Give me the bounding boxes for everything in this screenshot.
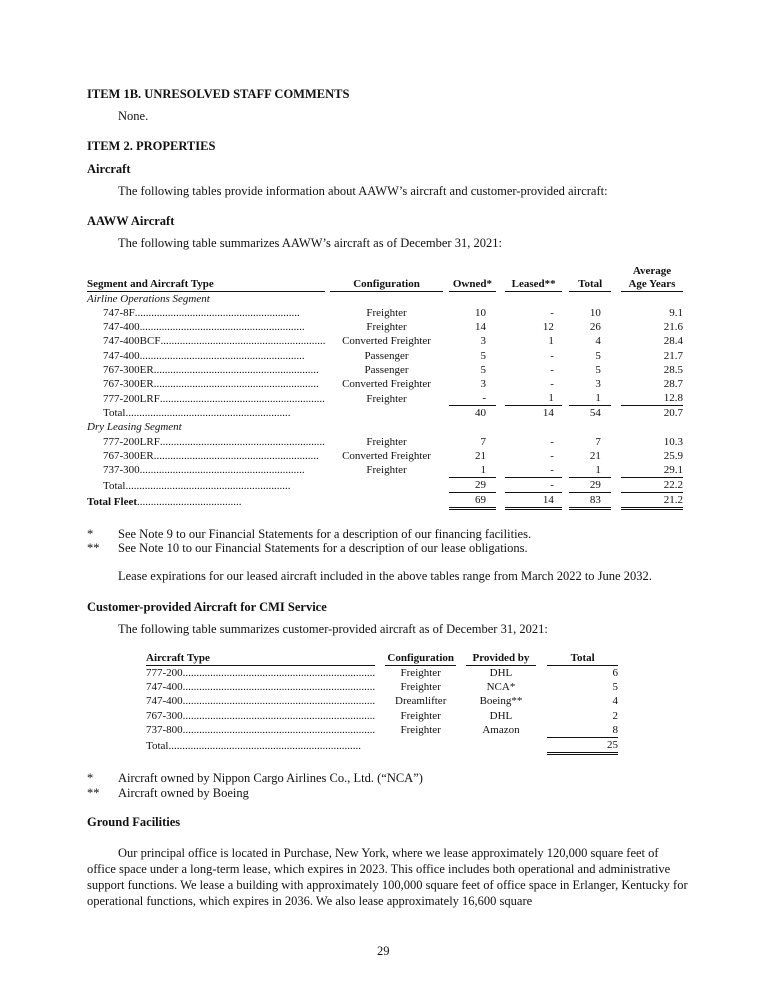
dot-leader: ...................................................................... xyxy=(182,681,376,694)
dot-leader: ...................................................................... xyxy=(168,740,361,753)
type-cell xyxy=(146,723,375,738)
age-cell: 10.3 xyxy=(663,435,683,448)
cmi-footnote-2-text: Aircraft owned by Boeing xyxy=(118,786,249,800)
age-cell: 21.2 xyxy=(621,493,683,509)
total-cell: 5 xyxy=(612,681,618,694)
configuration-cell: Converted Freighter xyxy=(342,449,431,462)
total-cell: 26 xyxy=(589,321,601,334)
provided-by-cell: Amazon xyxy=(482,724,520,737)
total-cell: 21 xyxy=(589,449,601,462)
total-cell: 4 xyxy=(612,695,618,708)
table-row xyxy=(87,363,683,377)
type-cell xyxy=(146,694,375,708)
ground-facilities-text: Our principal office is located in Purchase, New York, where we lease approximately 120,000 square feet of office space under a long-term lease, which expires in 2023. This office includes both operational and administrative support functions. We lease a building with approximately 100,000 square feet of office space in Erlanger, Kentucky for operational functions, which expires in 2036. We also lease approximately 16,600 square xyxy=(87,846,688,908)
segment-label: Airline Operations Segment xyxy=(87,293,210,305)
dot-leader: ............................................................ xyxy=(134,307,300,320)
owned-cell: 3 xyxy=(480,377,486,390)
age-cell: 28.5 xyxy=(663,363,683,376)
item-1b-text: None. xyxy=(118,109,149,123)
dot-leader: ...................................................................... xyxy=(182,724,376,737)
leased-cell: - xyxy=(550,349,554,362)
configuration-cell: Converted Freighter xyxy=(342,377,431,390)
segment-row xyxy=(87,420,683,434)
aaww-aircraft-table xyxy=(87,265,683,510)
dot-leader: ............................................................ xyxy=(159,435,325,448)
table-row xyxy=(146,723,618,738)
col-leased-header: Leased** xyxy=(505,265,562,292)
dot-leader: ............................................................ xyxy=(160,335,326,348)
footnote-1-text: See Note 9 to our Financial Statements for a description of our financing facilities. xyxy=(118,527,532,541)
row-label-cell xyxy=(87,435,325,449)
type-cell xyxy=(146,666,375,681)
cmi-col-type-header: Aircraft Type xyxy=(146,651,375,666)
type-cell xyxy=(146,709,375,723)
age-cell: 21.6 xyxy=(663,321,683,334)
table-row xyxy=(146,680,618,694)
aircraft-type: 767-300 xyxy=(146,709,183,722)
total-row xyxy=(87,493,683,509)
total-cell: 2 xyxy=(612,709,618,722)
total-row xyxy=(87,478,683,493)
total-cell: 8 xyxy=(547,723,618,738)
item-1b-heading: ITEM 1B. UNRESOLVED STAFF COMMENTS xyxy=(87,87,350,101)
owned-cell: - xyxy=(449,391,496,406)
leased-cell: - xyxy=(550,435,554,448)
age-cell: 21.7 xyxy=(663,349,683,362)
dot-leader: ...................................... xyxy=(137,495,242,508)
leased-cell: - xyxy=(550,307,554,320)
total-cell: 5 xyxy=(595,349,601,362)
aaww-aircraft-heading: AAWW Aircraft xyxy=(87,214,175,228)
configuration-cell: Dreamlifter xyxy=(395,695,447,708)
configuration-cell: Freighter xyxy=(366,392,407,405)
table-row xyxy=(146,709,618,723)
row-label: 767-300ER xyxy=(103,363,154,376)
leased-cell: - xyxy=(550,377,554,390)
cmi-footnote-2-mark: ** xyxy=(87,786,100,800)
aircraft-type: 747-400 xyxy=(146,681,183,694)
total-cell: 3 xyxy=(595,377,601,390)
row-label-cell xyxy=(87,320,325,334)
row-label-cell xyxy=(87,449,325,463)
table-row xyxy=(87,349,683,363)
age-cell: 28.7 xyxy=(663,377,683,390)
total-cell: 1 xyxy=(569,391,611,406)
owned-cell: 7 xyxy=(480,435,486,448)
col-owned-header: Owned* xyxy=(449,265,496,292)
owned-cell: 69 xyxy=(449,493,496,509)
table-row xyxy=(87,320,683,334)
owned-cell: 5 xyxy=(480,349,486,362)
configuration-cell xyxy=(385,737,456,753)
age-cell: 25.9 xyxy=(663,449,683,462)
page-number: 29 xyxy=(377,944,390,958)
dot-leader: ...................................................................... xyxy=(182,709,376,722)
leased-cell: 14 xyxy=(505,493,562,509)
row-label: 777-200LRF xyxy=(103,392,160,405)
aircraft-heading: Aircraft xyxy=(87,162,131,176)
table-header-row xyxy=(146,651,618,666)
age-cell: 20.7 xyxy=(663,407,683,420)
configuration-cell: Freighter xyxy=(400,709,441,722)
leased-cell: 1 xyxy=(505,391,562,406)
col-age-header: Average Age Years xyxy=(621,265,683,292)
provided-by-cell xyxy=(466,737,535,753)
dot-leader: ............................................................ xyxy=(125,479,291,492)
configuration-cell: Freighter xyxy=(366,435,407,448)
configuration-cell: Freighter xyxy=(366,464,407,477)
dot-leader: ............................................................ xyxy=(139,321,305,334)
aircraft-intro: The following tables provide information about AAWW’s aircraft and customer-provided aircraft: xyxy=(118,184,608,198)
total-cell: 1 xyxy=(569,463,611,478)
table-row xyxy=(87,334,683,348)
leased-cell: 14 xyxy=(542,407,554,420)
row-label-cell xyxy=(87,377,325,391)
provided-by-cell: Boeing** xyxy=(479,695,523,708)
leased-cell: - xyxy=(550,449,554,462)
configuration-cell xyxy=(330,478,442,493)
owned-cell: 1 xyxy=(449,463,496,478)
row-label-cell xyxy=(87,406,325,421)
row-label: 737-300 xyxy=(103,464,140,477)
configuration-cell: Freighter xyxy=(366,307,407,320)
age-cell: 9.1 xyxy=(669,307,683,320)
configuration-cell: Passenger xyxy=(364,363,409,376)
configuration-cell: Freighter xyxy=(366,321,407,334)
row-label: 767-300ER xyxy=(103,377,154,390)
age-cell: 29.1 xyxy=(621,463,683,478)
footnote-2-text: See Note 10 to our Financial Statements for a description of our lease obligations. xyxy=(118,541,528,555)
dot-leader: ............................................................ xyxy=(153,449,319,462)
configuration-cell: Converted Freighter xyxy=(342,335,431,348)
total-cell: 4 xyxy=(595,335,601,348)
type-cell xyxy=(146,680,375,694)
type-cell xyxy=(146,737,375,753)
row-label: 747-400 xyxy=(103,321,140,334)
table-row xyxy=(87,435,683,449)
total-row xyxy=(146,737,618,753)
age-cell: 28.4 xyxy=(663,335,683,348)
total-cell: 6 xyxy=(612,667,618,680)
leased-cell: 12 xyxy=(542,321,554,334)
owned-cell: 40 xyxy=(475,407,486,420)
total-cell: 10 xyxy=(589,307,601,320)
table-row xyxy=(87,377,683,391)
owned-cell: 21 xyxy=(475,449,486,462)
owned-cell: 10 xyxy=(475,307,486,320)
leased-cell: - xyxy=(505,463,562,478)
provided-by-cell: NCA* xyxy=(486,681,516,694)
row-label: 747-8F xyxy=(103,307,135,320)
dot-leader: ............................................................ xyxy=(139,464,305,477)
cmi-aircraft-table xyxy=(146,651,618,755)
total-cell: 7 xyxy=(595,435,601,448)
table-header-row xyxy=(87,265,683,292)
ground-facilities-heading: Ground Facilities xyxy=(87,815,181,829)
cmi-col-total-header: Total xyxy=(547,651,618,666)
owned-cell: 29 xyxy=(449,478,496,493)
row-label: 747-400BCF xyxy=(103,335,161,348)
dot-leader: ............................................................ xyxy=(159,392,325,405)
configuration-cell xyxy=(330,493,442,509)
leased-cell: - xyxy=(550,363,554,376)
row-label: Total xyxy=(103,407,126,420)
table-row xyxy=(87,449,683,463)
row-label: 767-300ER xyxy=(103,449,154,462)
row-label: Total xyxy=(103,479,126,492)
configuration-cell xyxy=(330,406,442,421)
table-row xyxy=(146,666,618,681)
age-cell: 12.8 xyxy=(621,391,683,406)
owned-cell: 3 xyxy=(480,335,486,348)
dot-leader: ............................................................ xyxy=(125,407,291,420)
row-label-cell xyxy=(87,306,325,320)
footnote-2-mark: ** xyxy=(87,541,100,555)
owned-cell: 14 xyxy=(475,321,486,334)
row-label: 747-400 xyxy=(103,349,140,362)
table-row xyxy=(87,391,683,406)
row-label-cell xyxy=(87,334,325,348)
dot-leader: ............................................................ xyxy=(153,377,319,390)
total-cell: 54 xyxy=(589,407,601,420)
row-label-cell xyxy=(87,463,325,478)
row-label-cell xyxy=(87,349,325,363)
total-cell: 5 xyxy=(595,363,601,376)
aircraft-type: Total xyxy=(146,740,169,753)
leased-cell: 1 xyxy=(548,335,554,348)
dot-leader: ...................................................................... xyxy=(182,695,376,708)
configuration-cell: Freighter xyxy=(400,681,441,694)
lease-expirations-text: Lease expirations for our leased aircraft included in the above tables range from March 2022 to June 2032. xyxy=(118,569,652,583)
footnote-1-mark: * xyxy=(87,527,94,541)
owned-cell: 5 xyxy=(480,363,486,376)
segment-label: Dry Leasing Segment xyxy=(87,421,182,434)
configuration-cell: Passenger xyxy=(364,349,409,362)
aircraft-type: 747-400 xyxy=(146,695,183,708)
cmi-footnote-1-mark: * xyxy=(87,771,94,785)
provided-by-cell: DHL xyxy=(489,667,513,680)
col-configuration-header: Configuration xyxy=(330,265,442,292)
dot-leader: ............................................................ xyxy=(153,363,319,376)
table-row xyxy=(146,694,618,708)
item-2-heading: ITEM 2. PROPERTIES xyxy=(87,139,216,153)
leased-cell: - xyxy=(505,478,562,493)
total-cell: 29 xyxy=(569,478,611,493)
aaww-intro: The following table summarizes AAWW’s aircraft as of December 31, 2021: xyxy=(118,236,502,250)
total-row xyxy=(87,406,683,421)
cmi-heading: Customer-provided Aircraft for CMI Service xyxy=(87,600,327,614)
cmi-col-provided-header: Provided by xyxy=(466,651,535,666)
col-total-header: Total xyxy=(569,265,611,292)
total-cell: 83 xyxy=(569,493,611,509)
row-label-cell xyxy=(87,478,325,493)
row-label-cell xyxy=(87,363,325,377)
configuration-cell: Freighter xyxy=(400,667,441,680)
segment-row xyxy=(87,292,683,307)
table-row xyxy=(87,306,683,320)
row-label: Total Fleet xyxy=(87,495,137,508)
dot-leader: ............................................................ xyxy=(139,349,305,362)
aircraft-type: 777-200 xyxy=(146,667,183,680)
row-label-cell xyxy=(87,391,325,406)
col-segment-header: Segment and Aircraft Type xyxy=(87,265,325,292)
dot-leader: ...................................................................... xyxy=(182,667,376,680)
row-label: 777-200LRF xyxy=(103,435,160,448)
cmi-col-configuration-header: Configuration xyxy=(385,651,456,666)
cmi-footnote-1-text: Aircraft owned by Nippon Cargo Airlines Co., Ltd. (“NCA”) xyxy=(118,771,423,785)
table-row xyxy=(87,463,683,478)
row-label-cell xyxy=(87,493,325,509)
aircraft-type: 737-800 xyxy=(146,724,183,737)
provided-by-cell: DHL xyxy=(489,709,513,722)
configuration-cell: Freighter xyxy=(400,724,441,737)
age-cell: 22.2 xyxy=(621,478,683,493)
total-cell: 25 xyxy=(547,737,618,753)
cmi-intro: The following table summarizes customer-provided aircraft as of December 31, 2021: xyxy=(118,622,548,636)
